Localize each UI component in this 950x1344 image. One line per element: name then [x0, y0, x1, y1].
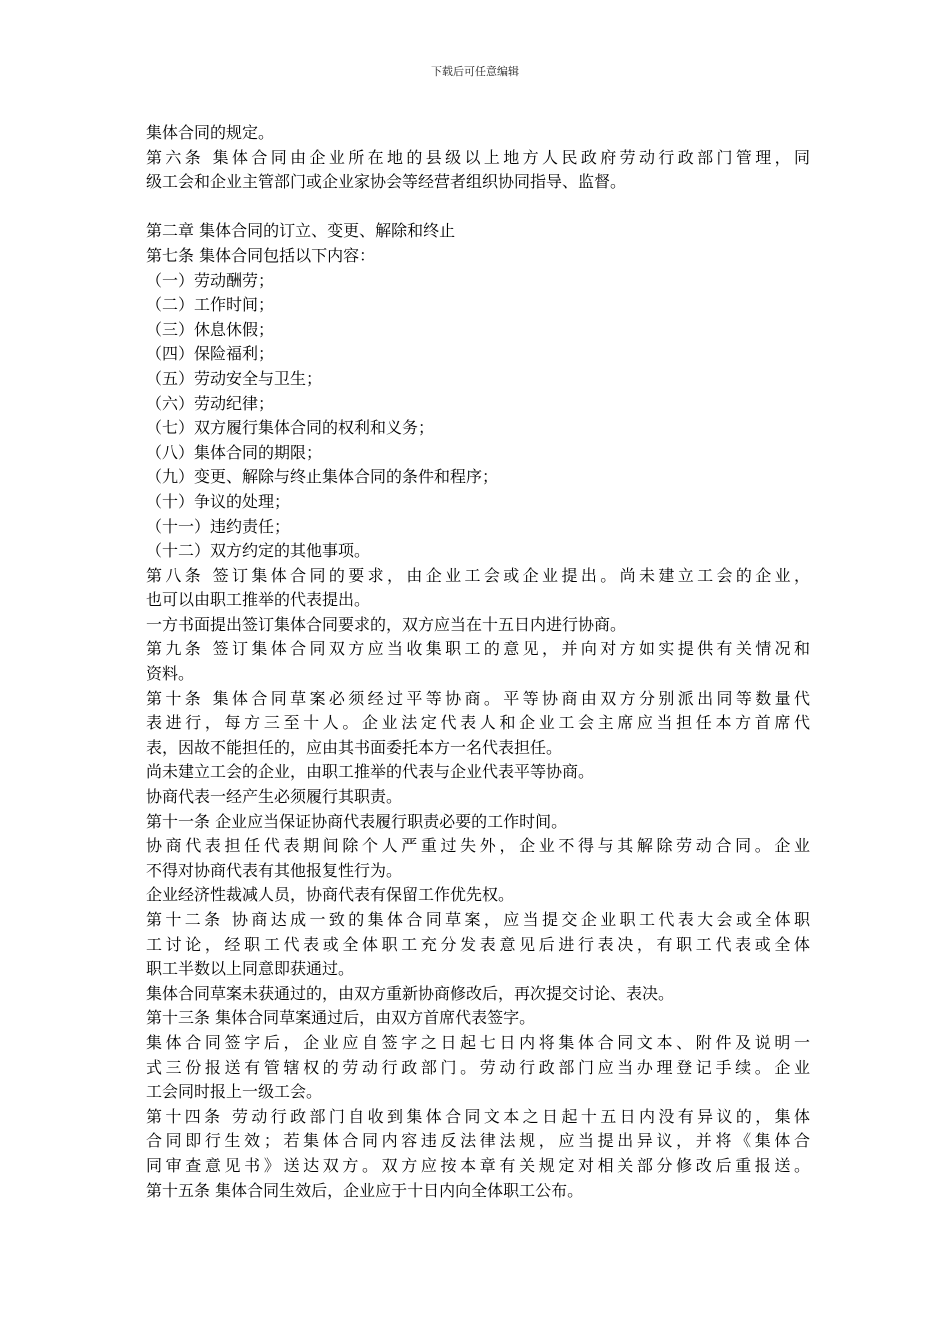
text-line: 尚未建立工会的企业，由职工推举的代表与企业代表平等协商。: [146, 762, 595, 782]
text-line: （九）变更、解除与终止集体合同的条件和程序；: [146, 467, 499, 487]
text-line: 协商代表一经产生必须履行其职责。: [146, 787, 403, 807]
text-line: 第十一条 企业应当保证协商代表履行职责必要的工作时间。: [146, 811, 568, 831]
text-line: 工会同时报上一级工会。: [146, 1082, 323, 1102]
text-line: （七）双方履行集体合同的权利和义务；: [146, 418, 435, 438]
document-body: [146, 121, 810, 1203]
text-line: 一方书面提出签订集体合同要求的，双方应当在十五日内进行协商。: [146, 614, 627, 634]
text-line: （五）劳动安全与卫生；: [146, 368, 323, 388]
text-line: 第八条 签订集体合同的要求，由企业工会或企业提出。尚未建立工会的企业，: [146, 565, 810, 585]
text-line: 第七条 集体合同包括以下内容：: [146, 245, 376, 265]
text-line: 企业经济性裁减人员，协商代表有保留工作优先权。: [146, 885, 515, 905]
text-line: （二）工作时间；: [146, 295, 275, 315]
text-line: 第十条 集体合同草案必须经过平等协商。平等协商由双方分别派出同等数量代: [146, 688, 810, 708]
text-line: 职工半数以上同意即获通过。: [146, 959, 355, 979]
text-line: 第十二条 协商达成一致的集体合同草案，应当提交企业职工代表大会或全体职: [146, 910, 810, 929]
text-line: 表，因故不能担任的，应由其书面委托本方一名代表担任。: [146, 737, 563, 757]
text-line: 同审查意见书》送达双方。双方应按本章有关规定对相关部分修改后重报送。: [146, 1155, 810, 1175]
text-line: 集体合同签字后，企业应自签字之日起七日内将集体合同文本、附件及说明一: [146, 1032, 810, 1052]
text-line: （十一）违约责任；: [146, 516, 291, 536]
text-line: 合同即行生效；若集体合同内容违反法律法规，应当提出异议，并将《集体合: [146, 1131, 810, 1151]
text-line: （三）休息休假；: [146, 319, 275, 339]
text-line: 式三份报送有管辖权的劳动行政部门。劳动行政部门应当办理登记手续。企业: [146, 1057, 810, 1077]
text-line: 第十五条 集体合同生效后，企业应于十日内向全体职工公布。: [146, 1180, 584, 1200]
text-line: 第十四条 劳动行政部门自收到集体合同文本之日起十五日内没有异议的，集体: [146, 1106, 810, 1126]
text-line: 集体合同草案未获通过的，由双方重新协商修改后，再次提交讨论、表决。: [146, 983, 675, 1003]
page-header: 下载后可任意编辑: [431, 65, 519, 78]
text-line: 第十三条 集体合同草案通过后，由双方首席代表签字。: [146, 1008, 536, 1028]
text-line: 资料。: [146, 664, 195, 684]
text-line: （六）劳动纪律；: [146, 393, 275, 413]
text-line: （四）保险福利；: [146, 344, 275, 364]
text-line: （十）争议的处理；: [146, 491, 291, 511]
blank-line: [146, 195, 810, 220]
text-line: 第二章 集体合同的订立、变更、解除和终止: [146, 221, 456, 241]
text-line: （一）劳动酬劳；: [146, 270, 275, 290]
text-line: 表进行，每方三至十人。企业法定代表人和企业工会主席应当担任本方首席代: [146, 713, 810, 733]
text-line: 协商代表担任代表期间除个人严重过失外，企业不得与其解除劳动合同。企业: [146, 836, 810, 856]
text-line: 第六条 集体合同由企业所在地的县级以上地方人民政府劳动行政部门管理，同: [146, 147, 810, 167]
text-line: 工讨论，经职工代表或全体职工充分发表意见后进行表决，有职工代表或全体: [146, 934, 810, 954]
text-line: （十二）双方约定的其他事项。: [146, 541, 371, 561]
text-line: 集体合同的规定。: [146, 123, 275, 142]
text-line: 也可以由职工推举的代表提出。: [146, 590, 371, 610]
text-line: （八）集体合同的期限；: [146, 442, 323, 462]
text-line: 不得对协商代表有其他报复性行为。: [146, 860, 403, 880]
text-line: 第九条 签订集体合同双方应当收集职工的意见，并向对方如实提供有关情况和: [146, 639, 810, 659]
text-line: 级工会和企业主管部门或企业家协会等经营者组织协同指导、监督。: [146, 172, 627, 192]
